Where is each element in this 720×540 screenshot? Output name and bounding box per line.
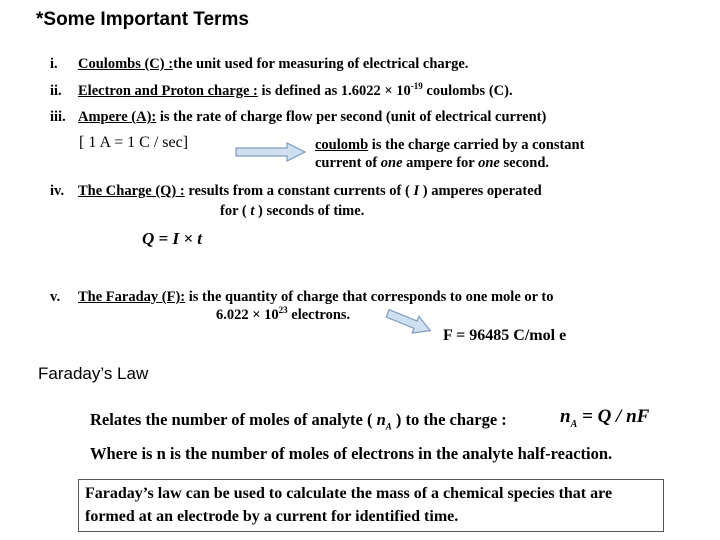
term-charge-line2 — [220, 203, 364, 220]
note-keyword: coulomb — [315, 137, 369, 153]
term-charge — [50, 183, 542, 200]
term-definition: for ( — [220, 203, 251, 219]
term-definition: is defined as 1.6022 × 10 — [257, 83, 411, 99]
term-number: iii. — [50, 109, 66, 125]
note-emphasis: one — [478, 155, 500, 171]
term-definition: the unit used for measuring of electrical charge. — [173, 56, 469, 72]
term-faraday — [50, 289, 554, 306]
variable: n — [376, 410, 386, 429]
term-label: The Charge (Q) : — [78, 183, 185, 199]
note-text: ampere for — [402, 155, 479, 171]
term-faraday-line2 — [216, 307, 350, 324]
faraday-law-box — [78, 479, 664, 532]
faraday-definition-n: Where is n is the number of moles of electrons in the analyte half-reaction. — [90, 444, 613, 463]
term-label: Electron and Proton charge : — [78, 83, 258, 99]
term-label: Ampere (A): — [78, 109, 157, 125]
term-ampere — [50, 109, 546, 126]
text: ) to the charge : — [391, 410, 507, 429]
arrow-icon — [384, 308, 434, 336]
box-line-1: Faraday’s law can be used to calculate the mass of a chemical species that are — [85, 485, 613, 502]
exponent: 23 — [278, 305, 288, 315]
faraday-constant: F = 96485 C/mol e — [443, 327, 567, 344]
faraday-equation — [560, 406, 649, 430]
equation-rest: = Q / nF — [577, 406, 650, 427]
term-definition: is the quantity of charge that corresponds to one mole or to — [185, 289, 554, 305]
term-definition: is the rate of charge flow per second (unit of electrical current) — [156, 109, 547, 125]
box-line-2: formed at an electrode by a current for identified time. — [85, 508, 459, 525]
term-definition: results from a constant currents of ( — [184, 183, 414, 199]
text: Relates the number of moles of analyte ( — [90, 410, 377, 429]
subscript: A — [385, 421, 392, 432]
arrow-icon — [235, 141, 307, 163]
term-number: iv. — [50, 183, 65, 199]
coulomb-note-line2 — [315, 155, 549, 172]
term-definition: ) amperes operated — [419, 183, 542, 199]
term-electron-charge — [50, 83, 513, 100]
section-title-faradays-law: Faraday’s Law — [38, 364, 149, 383]
charge-formula: Q = I × t — [142, 229, 202, 248]
coulomb-note-line1 — [315, 137, 584, 154]
variable: n — [560, 406, 571, 427]
variable: I — [413, 183, 420, 199]
faraday-relation-text — [90, 410, 507, 431]
note-emphasis: one — [380, 155, 403, 171]
subscript: A — [570, 418, 578, 430]
term-number: ii. — [50, 83, 62, 99]
note-text: second. — [499, 155, 550, 171]
term-definition: electrons. — [287, 307, 351, 323]
exponent: -19 — [410, 81, 423, 91]
term-label: Coulombs (C) : — [78, 56, 174, 72]
note-text: is the charge carried by a constant — [368, 137, 585, 153]
term-number: i. — [50, 56, 58, 72]
term-label: The Faraday (F): — [78, 289, 186, 305]
term-definition: 6.022 × 10 — [216, 307, 279, 323]
term-definition: ) seconds of time. — [254, 203, 365, 219]
ampere-relation: [ 1 A = 1 C / sec] — [79, 134, 189, 151]
term-coulombs — [50, 56, 468, 73]
note-text: current of — [315, 155, 381, 171]
slide-title: *Some Important Terms — [36, 9, 249, 30]
term-number: v. — [50, 289, 61, 305]
variable: t — [250, 203, 255, 219]
term-definition-end: coulombs (C). — [422, 83, 513, 99]
